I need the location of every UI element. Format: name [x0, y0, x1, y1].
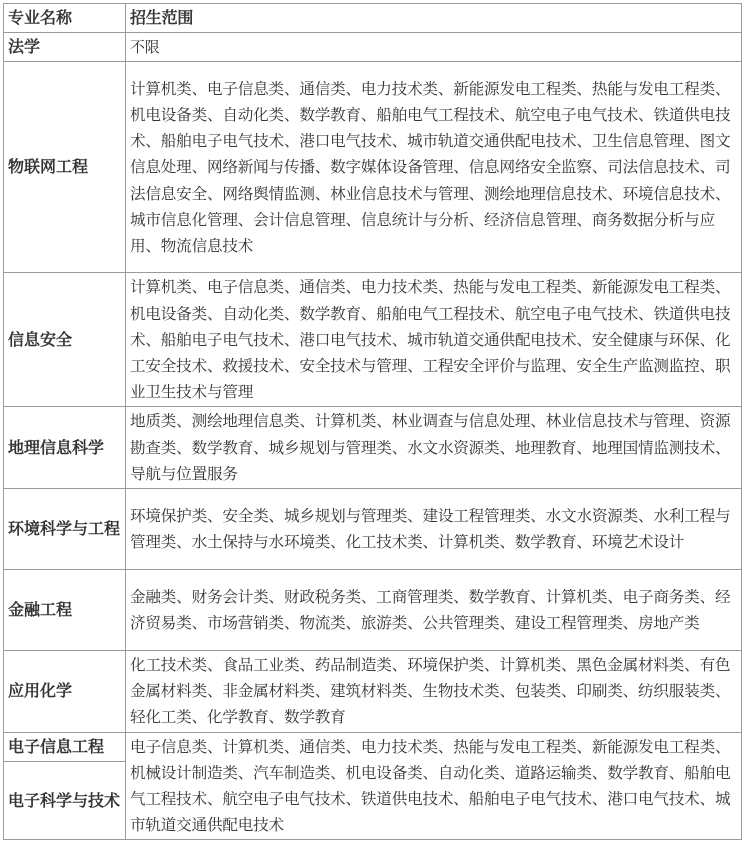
table-row: [4, 489, 742, 570]
major-name: 信息安全: [4, 273, 126, 407]
table-row: [4, 62, 742, 273]
header-major: 专业名称: [4, 4, 126, 33]
enrollment-scope: 不限: [126, 33, 742, 62]
admission-scope-table: [3, 3, 742, 840]
enrollment-scope: 电子信息类、计算机类、通信类、电力技术类、热能与发电工程类、新能源发电工程类、机械设计制造类、汽车制造类、机电设备类、自动化类、道路运输类、数学教育、船舶电气工程技术、航空电子电气技术、铁道供电技术、船舶电子电气技术、港口电气技术、城市轨道交通供配电技术: [126, 732, 742, 840]
major-name: 地理信息科学: [4, 407, 126, 489]
major-name: 金融工程: [4, 570, 126, 651]
header-scope: 招生范围: [126, 4, 742, 33]
major-name: 物联网工程: [4, 62, 126, 273]
table-row: [4, 273, 742, 407]
table-header-row: [4, 4, 742, 33]
major-name: 法学: [4, 33, 126, 62]
enrollment-scope: 金融类、财务会计类、财政税务类、工商管理类、数学教育、计算机类、电子商务类、经济贸易类、市场营销类、物流类、旅游类、公共管理类、建设工程管理类、房地产类: [126, 570, 742, 651]
major-name: 应用化学: [4, 651, 126, 733]
major-name: 环境科学与工程: [4, 489, 126, 570]
enrollment-scope: 环境保护类、安全类、城乡规划与管理类、建设工程管理类、水文水资源类、水利工程与管理类、水土保持与水环境类、化工技术类、计算机类、数学教育、环境艺术设计: [126, 489, 742, 570]
table-row: [4, 407, 742, 489]
major-name: 电子科学与技术: [4, 762, 126, 840]
major-name: 电子信息工程: [4, 732, 126, 762]
table-row: [4, 33, 742, 62]
enrollment-scope: 地质类、测绘地理信息类、计算机类、林业调查与信息处理、林业信息技术与管理、资源勘查类、数学教育、城乡规划与管理类、水文水资源类、地理教育、地理国情监测技术、导航与位置服务: [126, 407, 742, 489]
table-row: [4, 570, 742, 651]
table-row: [4, 651, 742, 733]
enrollment-scope: 计算机类、电子信息类、通信类、电力技术类、热能与发电工程类、新能源发电工程类、机电设备类、自动化类、数学教育、船舶电气工程技术、航空电子电气技术、铁道供电技术、船舶电子电气技术、港口电气技术、城市轨道交通供配电技术、安全健康与环保、化工安全技术、救援技术、安全技术与管理、工程安全评价与监理、安全生产监测监控、职业卫生技术与管理: [126, 273, 742, 407]
enrollment-scope: 计算机类、电子信息类、通信类、电力技术类、新能源发电工程类、热能与发电工程类、机电设备类、自动化类、数学教育、船舶电气工程技术、航空电子电气技术、铁道供电技术、船舶电子电气技术、港口电气技术、城市轨道交通供配电技术、卫生信息管理、图文信息处理、网络新闻与传播、数字媒体设备管理、信息网络安全监察、司法信息技术、司法信息安全、网络舆情监测、林业信息技术与管理、测绘地理信息技术、环境信息技术、城市信息化管理、会计信息管理、信息统计与分析、经济信息管理、商务数据分析与应用、物流信息技术: [126, 62, 742, 273]
table-row: [4, 732, 742, 762]
enrollment-scope: 化工技术类、食品工业类、药品制造类、环境保护类、计算机类、黑色金属材料类、有色金属材料类、非金属材料类、建筑材料类、生物技术类、包装类、印刷类、纺织服装类、轻化工类、化学教育、数学教育: [126, 651, 742, 733]
